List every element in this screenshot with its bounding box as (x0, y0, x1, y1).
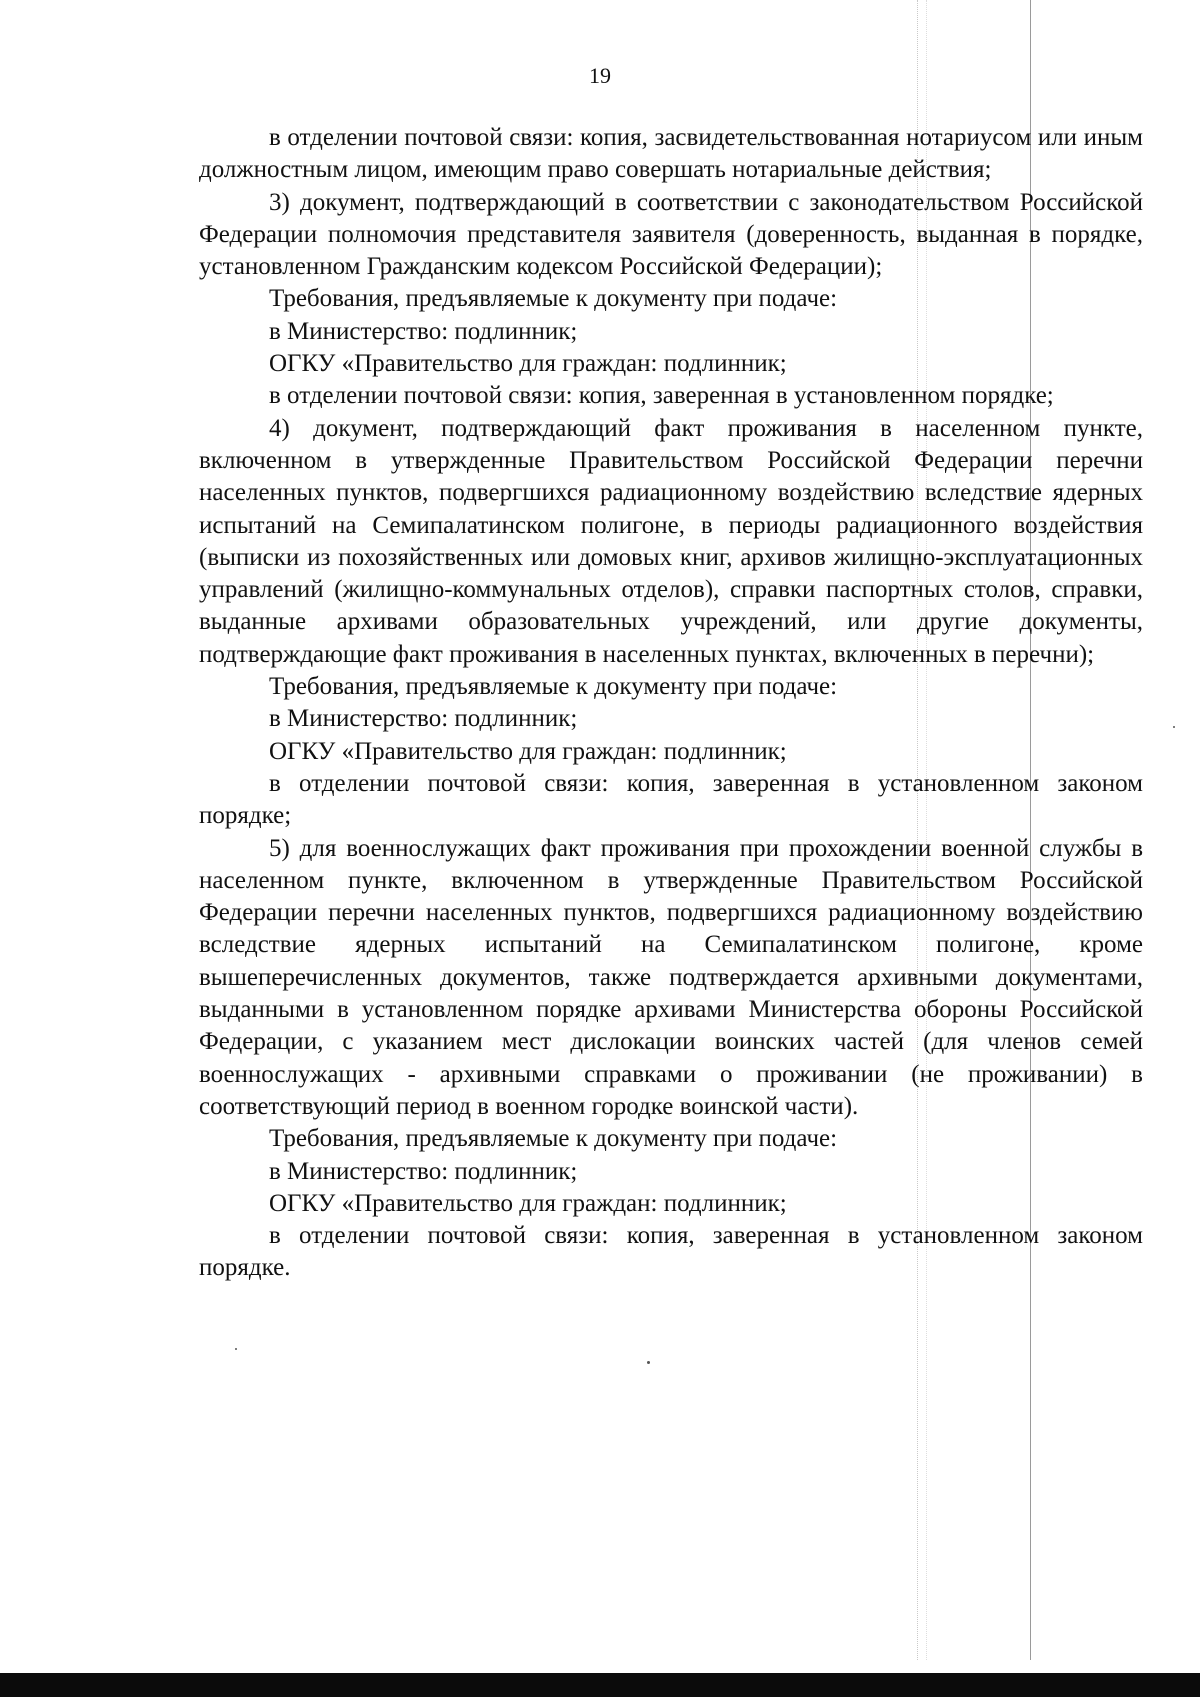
paragraph: в отделении почтовой связи: копия, заверенная в установленном порядке; (269, 382, 1054, 410)
paragraph: в Министерство: подлинник; (269, 317, 578, 345)
paragraph: в отделении почтовой связи: копия, засвидетельствованная нотариусом или иным должностным лицом, имеющим право совершать нотариальные действия; (199, 124, 1143, 184)
page-number: 19 (589, 63, 611, 88)
paragraph: 3) документ, подтверждающий в соответствии с законодательством Российской Федерации полномочия представителя заявителя (доверенность, выданная в порядке, установленном Гражданским кодексом Российской Федерации); (199, 188, 1143, 281)
paragraph: в Министерство: подлинник; (269, 705, 578, 733)
scan-speck (1173, 726, 1175, 728)
paragraph: ОГКУ «Правительство для граждан: подлинник; (269, 350, 787, 378)
document-body (199, 122, 1143, 1285)
scan-speck (235, 1348, 237, 1350)
scan-bottom-edge (0, 1673, 1200, 1697)
paragraph: в Министерство: подлинник; (269, 1157, 578, 1185)
paragraph: 4) документ, подтверждающий факт проживания в населенном пункте, включенном в утвержденные Правительством Российской Федерации перечни населенных пунктов, подвергшихся радиационному воздействию вследствие ядерных испытаний на Семипалатинском полигоне, в периоды радиационного воздействия (выписки из похозяйственных или домовых книг, архивов жилищно-эксплуатационных управлений (жилищно-коммунальных отделов), справки паспортных столов, справки, выданные архивами образовательных учреждений, или другие документы, подтверждающие факт проживания в населенных пунктах, включенных в перечни); (199, 414, 1143, 668)
paragraph: 5) для военнослужащих факт проживания при прохождении военной службы в населенном пункте, включенном в утвержденные Правительством Российской Федерации перечни населенных пунктов, подвергшихся радиационному воздействию вследствие ядерных испытаний на Семипалатинском полигоне, кроме вышеперечисленных документов, также подтверждается архивными документами, выданными в установленном порядке архивами Министерства обороны Российской Федерации, с указанием мест дислокации воинских частей (для членов семей военнослужащих - архивными справками о проживании (не проживании) в соответствующий период в военном городке воинской части). (199, 834, 1143, 1120)
paragraph: ОГКУ «Правительство для граждан: подлинник; (269, 1189, 787, 1217)
paragraph: Требования, предъявляемые к документу при подаче: (269, 285, 838, 313)
paragraph: в отделении почтовой связи: копия, заверенная в установленном законом порядке; (199, 769, 1143, 830)
paragraph: ОГКУ «Правительство для граждан: подлинник; (269, 737, 787, 765)
paragraph: Требования, предъявляемые к документу при подаче: (269, 1125, 838, 1153)
paragraph: в отделении почтовой связи: копия, заверенная в установленном законом порядке. (199, 1222, 1143, 1282)
paragraph: Требования, предъявляемые к документу при подаче: (269, 673, 838, 701)
scan-speck (647, 1361, 650, 1364)
